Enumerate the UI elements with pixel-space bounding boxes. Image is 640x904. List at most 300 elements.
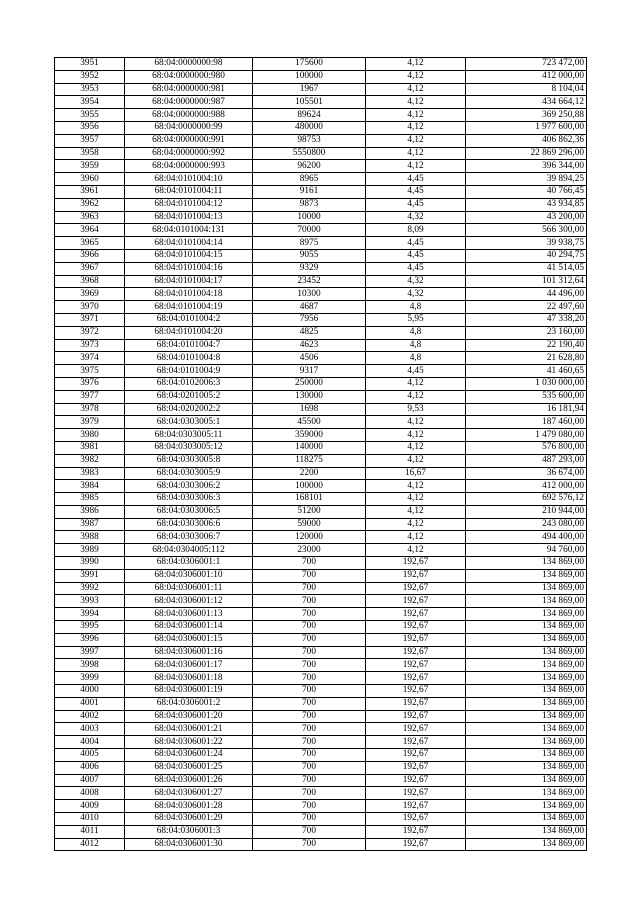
rate-cell: 4,12 <box>366 58 466 71</box>
cadastral-number-cell: 68:04:0101004:18 <box>125 288 253 301</box>
rate-cell: 4,45 <box>366 185 466 198</box>
area-cell: 70000 <box>253 224 366 237</box>
row-number-cell: 3996 <box>55 633 125 646</box>
cadastral-number-cell: 68:04:0306001:10 <box>125 569 253 582</box>
area-cell: 700 <box>253 608 366 621</box>
area-cell: 700 <box>253 761 366 774</box>
amount-cell: 1 030 000,00 <box>466 377 587 390</box>
rate-cell: 192,67 <box>366 825 466 838</box>
row-number-cell: 3982 <box>55 454 125 467</box>
rate-cell: 192,67 <box>366 710 466 723</box>
cadastral-number-cell: 68:04:0101004:12 <box>125 198 253 211</box>
cadastral-number-cell: 68:04:0102006:3 <box>125 377 253 390</box>
area-cell: 8965 <box>253 173 366 186</box>
rate-cell: 4,32 <box>366 211 466 224</box>
row-number-cell: 4004 <box>55 736 125 749</box>
area-cell: 700 <box>253 595 366 608</box>
rate-cell: 4,45 <box>366 237 466 250</box>
cadastral-number-cell: 68:04:0000000:981 <box>125 83 253 96</box>
rate-cell: 4,12 <box>366 531 466 544</box>
row-number-cell: 3988 <box>55 531 125 544</box>
rate-cell: 192,67 <box>366 736 466 749</box>
amount-cell: 1 977 600,00 <box>466 121 587 134</box>
amount-cell: 134 869,00 <box>466 557 587 570</box>
row-number-cell: 3956 <box>55 121 125 134</box>
area-cell: 1698 <box>253 403 366 416</box>
table-row <box>55 249 587 262</box>
cadastral-number-cell: 68:04:0101004:7 <box>125 339 253 352</box>
amount-cell: 535 600,00 <box>466 390 587 403</box>
cadastral-number-cell: 68:04:0306001:3 <box>125 825 253 838</box>
table-row <box>55 531 587 544</box>
rate-cell: 4,32 <box>366 275 466 288</box>
cadastral-number-cell: 68:04:0304005:112 <box>125 544 253 557</box>
amount-cell: 43 934,85 <box>466 198 587 211</box>
rate-cell: 192,67 <box>366 557 466 570</box>
row-number-cell: 3998 <box>55 659 125 672</box>
amount-cell: 134 869,00 <box>466 621 587 634</box>
rate-cell: 192,67 <box>366 697 466 710</box>
table-row <box>55 275 587 288</box>
row-number-cell: 4001 <box>55 697 125 710</box>
cadastral-number-cell: 68:04:0306001:22 <box>125 736 253 749</box>
rate-cell: 192,67 <box>366 646 466 659</box>
area-cell: 700 <box>253 800 366 813</box>
table-row <box>55 800 587 813</box>
table-row <box>55 454 587 467</box>
amount-cell: 1 479 080,00 <box>466 429 587 442</box>
area-cell: 700 <box>253 685 366 698</box>
rate-cell: 4,12 <box>366 441 466 454</box>
rate-cell: 4,45 <box>366 249 466 262</box>
cadastral-number-cell: 68:04:0101004:14 <box>125 237 253 250</box>
table-row <box>55 70 587 83</box>
cadastral-number-cell: 68:04:0000000:991 <box>125 134 253 147</box>
amount-cell: 41 514,05 <box>466 262 587 275</box>
amount-cell: 566 300,00 <box>466 224 587 237</box>
area-cell: 700 <box>253 787 366 800</box>
area-cell: 10300 <box>253 288 366 301</box>
amount-cell: 40 766,45 <box>466 185 587 198</box>
rate-cell: 192,67 <box>366 787 466 800</box>
amount-cell: 134 869,00 <box>466 595 587 608</box>
amount-cell: 22 497,60 <box>466 301 587 314</box>
row-number-cell: 3977 <box>55 390 125 403</box>
amount-cell: 94 760,00 <box>466 544 587 557</box>
table-row <box>55 697 587 710</box>
row-number-cell: 3957 <box>55 134 125 147</box>
row-number-cell: 3952 <box>55 70 125 83</box>
area-cell: 140000 <box>253 441 366 454</box>
rate-cell: 4,12 <box>366 429 466 442</box>
table-row <box>55 774 587 787</box>
rate-cell: 4,8 <box>366 352 466 365</box>
table-row <box>55 518 587 531</box>
amount-cell: 134 869,00 <box>466 672 587 685</box>
table-row <box>55 685 587 698</box>
amount-cell: 21 628,80 <box>466 352 587 365</box>
row-number-cell: 3954 <box>55 96 125 109</box>
amount-cell: 44 496,00 <box>466 288 587 301</box>
table-row <box>55 109 587 122</box>
area-cell: 700 <box>253 723 366 736</box>
amount-cell: 134 869,00 <box>466 838 587 851</box>
rate-cell: 4,12 <box>366 544 466 557</box>
table-row <box>55 160 587 173</box>
area-cell: 51200 <box>253 505 366 518</box>
table-row <box>55 608 587 621</box>
amount-cell: 412 000,00 <box>466 70 587 83</box>
cadastral-number-cell: 68:04:0306001:18 <box>125 672 253 685</box>
table-row <box>55 825 587 838</box>
area-cell: 4623 <box>253 339 366 352</box>
row-number-cell: 3970 <box>55 301 125 314</box>
row-number-cell: 3987 <box>55 518 125 531</box>
row-number-cell: 3959 <box>55 160 125 173</box>
cadastral-number-cell: 68:04:0000000:993 <box>125 160 253 173</box>
amount-cell: 40 294,75 <box>466 249 587 262</box>
table-row <box>55 237 587 250</box>
amount-cell: 134 869,00 <box>466 749 587 762</box>
area-cell: 105501 <box>253 96 366 109</box>
cadastral-number-cell: 68:04:0000000:99 <box>125 121 253 134</box>
area-cell: 4506 <box>253 352 366 365</box>
cadastral-number-cell: 68:04:0306001:15 <box>125 633 253 646</box>
amount-cell: 134 869,00 <box>466 646 587 659</box>
amount-cell: 41 460,65 <box>466 365 587 378</box>
rate-cell: 4,12 <box>366 454 466 467</box>
table-row <box>55 429 587 442</box>
cadastral-number-cell: 68:04:0306001:20 <box>125 710 253 723</box>
row-number-cell: 3990 <box>55 557 125 570</box>
cadastral-number-cell: 68:04:0000000:980 <box>125 70 253 83</box>
cadastral-number-cell: 68:04:0101004:8 <box>125 352 253 365</box>
cadastral-number-cell: 68:04:0101004:2 <box>125 313 253 326</box>
table-row <box>55 569 587 582</box>
table-row <box>55 761 587 774</box>
cadastral-number-cell: 68:04:0101004:131 <box>125 224 253 237</box>
amount-cell: 210 944,00 <box>466 505 587 518</box>
rate-cell: 192,67 <box>366 595 466 608</box>
amount-cell: 494 400,00 <box>466 531 587 544</box>
row-number-cell: 4006 <box>55 761 125 774</box>
row-number-cell: 4003 <box>55 723 125 736</box>
table-row <box>55 813 587 826</box>
cadastral-number-cell: 68:04:0306001:25 <box>125 761 253 774</box>
table-row <box>55 710 587 723</box>
area-cell: 700 <box>253 825 366 838</box>
area-cell: 120000 <box>253 531 366 544</box>
cadastral-number-cell: 68:04:0306001:11 <box>125 582 253 595</box>
row-number-cell: 3960 <box>55 173 125 186</box>
amount-cell: 101 312,64 <box>466 275 587 288</box>
rate-cell: 4,12 <box>366 134 466 147</box>
rate-cell: 4,45 <box>366 262 466 275</box>
table-row <box>55 749 587 762</box>
cadastral-number-cell: 68:04:0306001:12 <box>125 595 253 608</box>
cadastral-number-cell: 68:04:0303005:11 <box>125 429 253 442</box>
rate-cell: 4,45 <box>366 198 466 211</box>
row-number-cell: 3993 <box>55 595 125 608</box>
area-cell: 10000 <box>253 211 366 224</box>
row-number-cell: 4010 <box>55 813 125 826</box>
cadastral-number-cell: 68:04:0306001:30 <box>125 838 253 851</box>
row-number-cell: 4009 <box>55 800 125 813</box>
area-cell: 45500 <box>253 416 366 429</box>
row-number-cell: 3974 <box>55 352 125 365</box>
row-number-cell: 3991 <box>55 569 125 582</box>
row-number-cell: 3966 <box>55 249 125 262</box>
amount-cell: 8 104,04 <box>466 83 587 96</box>
area-cell: 96200 <box>253 160 366 173</box>
rate-cell: 4,12 <box>366 147 466 160</box>
row-number-cell: 3955 <box>55 109 125 122</box>
cadastral-number-cell: 68:04:0306001:21 <box>125 723 253 736</box>
rate-cell: 4,12 <box>366 493 466 506</box>
cadastral-number-cell: 68:04:0303006:3 <box>125 493 253 506</box>
land-parcel-table <box>54 57 587 851</box>
cadastral-number-cell: 68:04:0202002:2 <box>125 403 253 416</box>
rate-cell: 4,32 <box>366 288 466 301</box>
cadastral-number-cell: 68:04:0101004:20 <box>125 326 253 339</box>
rate-cell: 4,12 <box>366 416 466 429</box>
table-row <box>55 723 587 736</box>
area-cell: 700 <box>253 774 366 787</box>
cadastral-number-cell: 68:04:0101004:11 <box>125 185 253 198</box>
amount-cell: 692 576,12 <box>466 493 587 506</box>
area-cell: 700 <box>253 621 366 634</box>
table-row <box>55 416 587 429</box>
rate-cell: 192,67 <box>366 672 466 685</box>
cadastral-number-cell: 68:04:0306001:26 <box>125 774 253 787</box>
amount-cell: 134 869,00 <box>466 697 587 710</box>
amount-cell: 134 869,00 <box>466 761 587 774</box>
area-cell: 700 <box>253 736 366 749</box>
amount-cell: 134 869,00 <box>466 685 587 698</box>
amount-cell: 134 869,00 <box>466 774 587 787</box>
amount-cell: 22 190,40 <box>466 339 587 352</box>
rate-cell: 192,67 <box>366 608 466 621</box>
area-cell: 168101 <box>253 493 366 506</box>
row-number-cell: 3976 <box>55 377 125 390</box>
table-row <box>55 211 587 224</box>
table-row <box>55 672 587 685</box>
table-row <box>55 646 587 659</box>
cadastral-number-cell: 68:04:0000000:987 <box>125 96 253 109</box>
rate-cell: 192,67 <box>366 621 466 634</box>
amount-cell: 134 869,00 <box>466 787 587 800</box>
cadastral-number-cell: 68:04:0101004:9 <box>125 365 253 378</box>
area-cell: 9873 <box>253 198 366 211</box>
rate-cell: 4,12 <box>366 377 466 390</box>
table-row <box>55 659 587 672</box>
area-cell: 2200 <box>253 467 366 480</box>
cadastral-number-cell: 68:04:0303005:1 <box>125 416 253 429</box>
rate-cell: 4,45 <box>366 365 466 378</box>
row-number-cell: 3994 <box>55 608 125 621</box>
cadastral-number-cell: 68:04:0303005:9 <box>125 467 253 480</box>
table-row <box>55 185 587 198</box>
table-row <box>55 339 587 352</box>
rate-cell: 4,12 <box>366 96 466 109</box>
cadastral-number-cell: 68:04:0306001:2 <box>125 697 253 710</box>
table-row <box>55 441 587 454</box>
cadastral-number-cell: 68:04:0303005:12 <box>125 441 253 454</box>
table-row <box>55 224 587 237</box>
rate-cell: 4,12 <box>366 70 466 83</box>
table-row <box>55 838 587 851</box>
area-cell: 700 <box>253 813 366 826</box>
cadastral-number-cell: 68:04:0101004:17 <box>125 275 253 288</box>
cadastral-number-cell: 68:04:0000000:992 <box>125 147 253 160</box>
row-number-cell: 4000 <box>55 685 125 698</box>
row-number-cell: 3964 <box>55 224 125 237</box>
cadastral-number-cell: 68:04:0201005:2 <box>125 390 253 403</box>
amount-cell: 22 869 296,00 <box>466 147 587 160</box>
amount-cell: 134 869,00 <box>466 825 587 838</box>
row-number-cell: 3951 <box>55 58 125 71</box>
cadastral-number-cell: 68:04:0101004:10 <box>125 173 253 186</box>
area-cell: 118275 <box>253 454 366 467</box>
table-row <box>55 96 587 109</box>
cadastral-number-cell: 68:04:0101004:16 <box>125 262 253 275</box>
rate-cell: 4,12 <box>366 83 466 96</box>
amount-cell: 576 800,00 <box>466 441 587 454</box>
cadastral-number-cell: 68:04:0306001:13 <box>125 608 253 621</box>
rate-cell: 16,67 <box>366 467 466 480</box>
rate-cell: 9,53 <box>366 403 466 416</box>
amount-cell: 134 869,00 <box>466 813 587 826</box>
area-cell: 89624 <box>253 109 366 122</box>
rate-cell: 192,67 <box>366 569 466 582</box>
table-row <box>55 595 587 608</box>
amount-cell: 47 338,20 <box>466 313 587 326</box>
row-number-cell: 3975 <box>55 365 125 378</box>
row-number-cell: 3984 <box>55 480 125 493</box>
cadastral-number-cell: 68:04:0306001:19 <box>125 685 253 698</box>
table-row <box>55 403 587 416</box>
row-number-cell: 4002 <box>55 710 125 723</box>
row-number-cell: 4007 <box>55 774 125 787</box>
amount-cell: 134 869,00 <box>466 736 587 749</box>
area-cell: 9055 <box>253 249 366 262</box>
table-row <box>55 621 587 634</box>
rate-cell: 4,8 <box>366 326 466 339</box>
rate-cell: 192,67 <box>366 838 466 851</box>
area-cell: 700 <box>253 582 366 595</box>
area-cell: 700 <box>253 749 366 762</box>
area-cell: 1967 <box>253 83 366 96</box>
area-cell: 700 <box>253 646 366 659</box>
row-number-cell: 4011 <box>55 825 125 838</box>
rate-cell: 4,45 <box>366 173 466 186</box>
area-cell: 4825 <box>253 326 366 339</box>
area-cell: 100000 <box>253 480 366 493</box>
rate-cell: 4,12 <box>366 390 466 403</box>
area-cell: 700 <box>253 672 366 685</box>
amount-cell: 723 472,00 <box>466 58 587 71</box>
amount-cell: 369 250,88 <box>466 109 587 122</box>
amount-cell: 39 938,75 <box>466 237 587 250</box>
amount-cell: 134 869,00 <box>466 633 587 646</box>
row-number-cell: 3958 <box>55 147 125 160</box>
amount-cell: 406 862,36 <box>466 134 587 147</box>
cadastral-number-cell: 68:04:0306001:16 <box>125 646 253 659</box>
area-cell: 359000 <box>253 429 366 442</box>
row-number-cell: 3972 <box>55 326 125 339</box>
table-row <box>55 377 587 390</box>
area-cell: 700 <box>253 557 366 570</box>
row-number-cell: 3979 <box>55 416 125 429</box>
row-number-cell: 3962 <box>55 198 125 211</box>
area-cell: 250000 <box>253 377 366 390</box>
area-cell: 23000 <box>253 544 366 557</box>
cadastral-number-cell: 68:04:0303006:6 <box>125 518 253 531</box>
amount-cell: 134 869,00 <box>466 800 587 813</box>
rate-cell: 192,67 <box>366 723 466 736</box>
area-cell: 7956 <box>253 313 366 326</box>
table-row <box>55 480 587 493</box>
row-number-cell: 4012 <box>55 838 125 851</box>
cadastral-number-cell: 68:04:0303006:5 <box>125 505 253 518</box>
row-number-cell: 3953 <box>55 83 125 96</box>
rate-cell: 192,67 <box>366 749 466 762</box>
row-number-cell: 3985 <box>55 493 125 506</box>
area-cell: 23452 <box>253 275 366 288</box>
area-cell: 700 <box>253 633 366 646</box>
amount-cell: 243 080,00 <box>466 518 587 531</box>
rate-cell: 192,67 <box>366 774 466 787</box>
amount-cell: 396 344,00 <box>466 160 587 173</box>
amount-cell: 23 160,00 <box>466 326 587 339</box>
cadastral-number-cell: 68:04:0303006:2 <box>125 480 253 493</box>
row-number-cell: 3965 <box>55 237 125 250</box>
cadastral-number-cell: 68:04:0303006:7 <box>125 531 253 544</box>
table-row <box>55 467 587 480</box>
row-number-cell: 3961 <box>55 185 125 198</box>
table-row <box>55 787 587 800</box>
row-number-cell: 3978 <box>55 403 125 416</box>
row-number-cell: 3971 <box>55 313 125 326</box>
area-cell: 100000 <box>253 70 366 83</box>
table-row <box>55 505 587 518</box>
amount-cell: 16 181,94 <box>466 403 587 416</box>
rate-cell: 4,12 <box>366 480 466 493</box>
row-number-cell: 3967 <box>55 262 125 275</box>
rate-cell: 4,12 <box>366 518 466 531</box>
rate-cell: 192,67 <box>366 800 466 813</box>
table-row <box>55 147 587 160</box>
row-number-cell: 3969 <box>55 288 125 301</box>
rate-cell: 4,12 <box>366 505 466 518</box>
table-row <box>55 544 587 557</box>
area-cell: 130000 <box>253 390 366 403</box>
rate-cell: 4,12 <box>366 121 466 134</box>
cadastral-number-cell: 68:04:0000000:988 <box>125 109 253 122</box>
amount-cell: 39 894,25 <box>466 173 587 186</box>
table-body <box>55 58 587 851</box>
amount-cell: 134 869,00 <box>466 710 587 723</box>
table-row <box>55 633 587 646</box>
row-number-cell: 3999 <box>55 672 125 685</box>
area-cell: 480000 <box>253 121 366 134</box>
row-number-cell: 3968 <box>55 275 125 288</box>
rate-cell: 192,67 <box>366 685 466 698</box>
amount-cell: 134 869,00 <box>466 608 587 621</box>
table-row <box>55 313 587 326</box>
area-cell: 700 <box>253 659 366 672</box>
row-number-cell: 3981 <box>55 441 125 454</box>
